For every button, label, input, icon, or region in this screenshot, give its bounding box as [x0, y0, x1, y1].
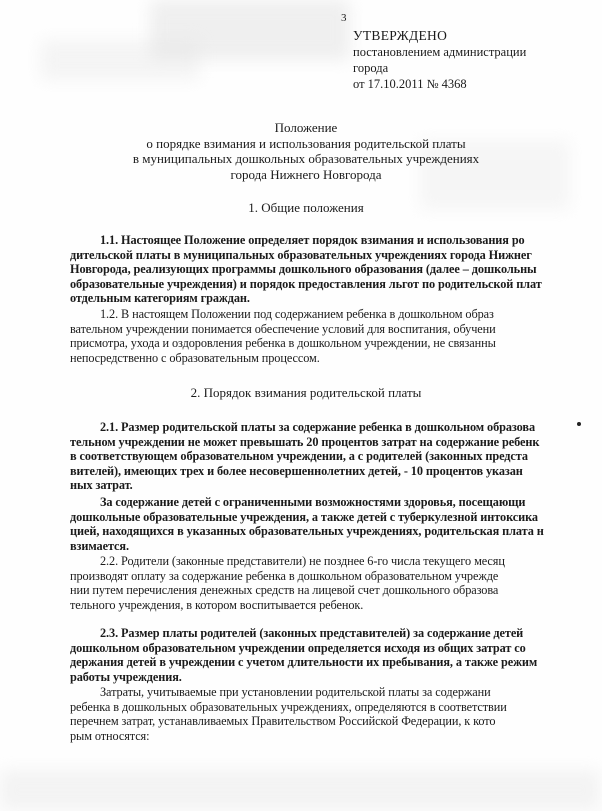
text-line: рым относятся: [70, 728, 150, 743]
text-line: дошкольном образовательном учреждении определяется исходя из общих затрат со [70, 640, 526, 655]
approval-date-number: от 17.10.2011 № 4368 [353, 77, 467, 91]
approved-label: УТВЕРЖДЕНО [353, 28, 448, 43]
text-line: Новгорода, реализующих программы дошкольного образования (далее – дошкольны [70, 262, 537, 276]
text-line: отдельным категориям граждан. [70, 291, 250, 305]
text-line: 2.3. Размер платы родителей (законных представителей) за содержание детей [100, 626, 524, 640]
text-line: непосредственно с образовательным процессом. [70, 350, 320, 365]
scan-smudge [40, 40, 200, 80]
text-line: ных затрат. [70, 478, 133, 492]
text-line: вителей), имеющих трех и более несовершеннолетних детей, - 10 процентов указан [70, 463, 523, 478]
text-line: вательном учреждении понимается обеспечение условий для воспитания, обучени [70, 321, 496, 336]
paragraph-2-3 [70, 626, 590, 684]
text-line: взимается. [70, 538, 129, 553]
text-line: ребенка в дошкольных образовательных учреждениях, определяются в соответствии [70, 699, 507, 714]
approval-line: постановлением администрации [353, 45, 527, 59]
text-line: 2.2. Родители (законные представители) не позднее 6-го числа текущего месяц [100, 554, 505, 568]
text-line: присмотра, ухода и оздоровления ребенка в дошкольном учреждении, не связанны [70, 336, 496, 350]
section-heading: 1. Общие положения [248, 200, 364, 215]
text-line: 1.2. В настоящем Положении под содержанием ребенка в дошкольном образ [100, 307, 494, 321]
paragraph-1-1 [70, 233, 590, 306]
text-line: производят оплату за содержание ребенка в дошкольном образовательном учрежде [70, 568, 499, 583]
document-title [60, 120, 552, 182]
text-line: в соответствующем образовательном учреждении, а с родителей (законных предста [70, 449, 528, 463]
paragraph-2-1-note [70, 495, 590, 553]
text-line: Затраты, учитываемые при установлении родительской платы за содержани [100, 685, 491, 699]
page-number: 3 [341, 12, 347, 24]
text-line: За содержание детей с ограниченными возможностями здоровья, посещающи [100, 495, 526, 509]
text-line: дошкольные образовательные учреждения, а также детей с туберкулезной интоксика [70, 509, 538, 524]
approval-stamp-block [353, 28, 526, 92]
text-line: держания детей в учреждении с учетом длительности их пребывания, а также режим [70, 655, 538, 669]
title-line: в муниципальных дошкольных образовательных учреждениях [132, 151, 480, 166]
section-heading: 2. Порядок взимания родительской платы [190, 385, 422, 400]
title-line: о порядке взимания и использования родительской платы [146, 135, 466, 151]
paragraph-costs [70, 685, 590, 743]
text-line: тельного учреждения, в котором воспитывается ребенок. [70, 597, 364, 612]
text-line: цией, находящихся в указанных образовательных учреждениях, родительская плата н [70, 524, 544, 538]
paragraph-2-2 [70, 554, 590, 612]
text-line: перечнем затрат, устанавливаемых Правительством Российской Федерации, к кото [70, 714, 496, 728]
ink-speck [577, 422, 581, 426]
text-line: тельном учреждении не может превышать 20 процентов затрат на содержание ребенк [70, 434, 540, 449]
title-line: Положение [274, 120, 338, 135]
text-line: дительской платы в муниципальных образовательных учреждениях города Нижнег [70, 247, 532, 262]
text-line: нии путем перечисления денежных средств на лицевой счет дошкольного образова [70, 583, 499, 597]
text-line: работы учреждения. [70, 669, 182, 684]
text-line: 1.1. Настоящее Положение определяет порядок взимания и использования ро [100, 233, 525, 247]
text-line: 2.1. Размер родительской платы за содержание ребенка в дошкольном образова [100, 420, 536, 434]
title-line: города Нижнего Новгорода [230, 166, 382, 182]
text-line: образовательные учреждения) и порядок предоставления льгот по родительской плат [70, 276, 542, 291]
paragraph-2-1 [70, 420, 590, 493]
approval-line: города [353, 61, 389, 75]
paragraph-1-2 [70, 307, 590, 365]
scan-smudge [0, 770, 600, 810]
